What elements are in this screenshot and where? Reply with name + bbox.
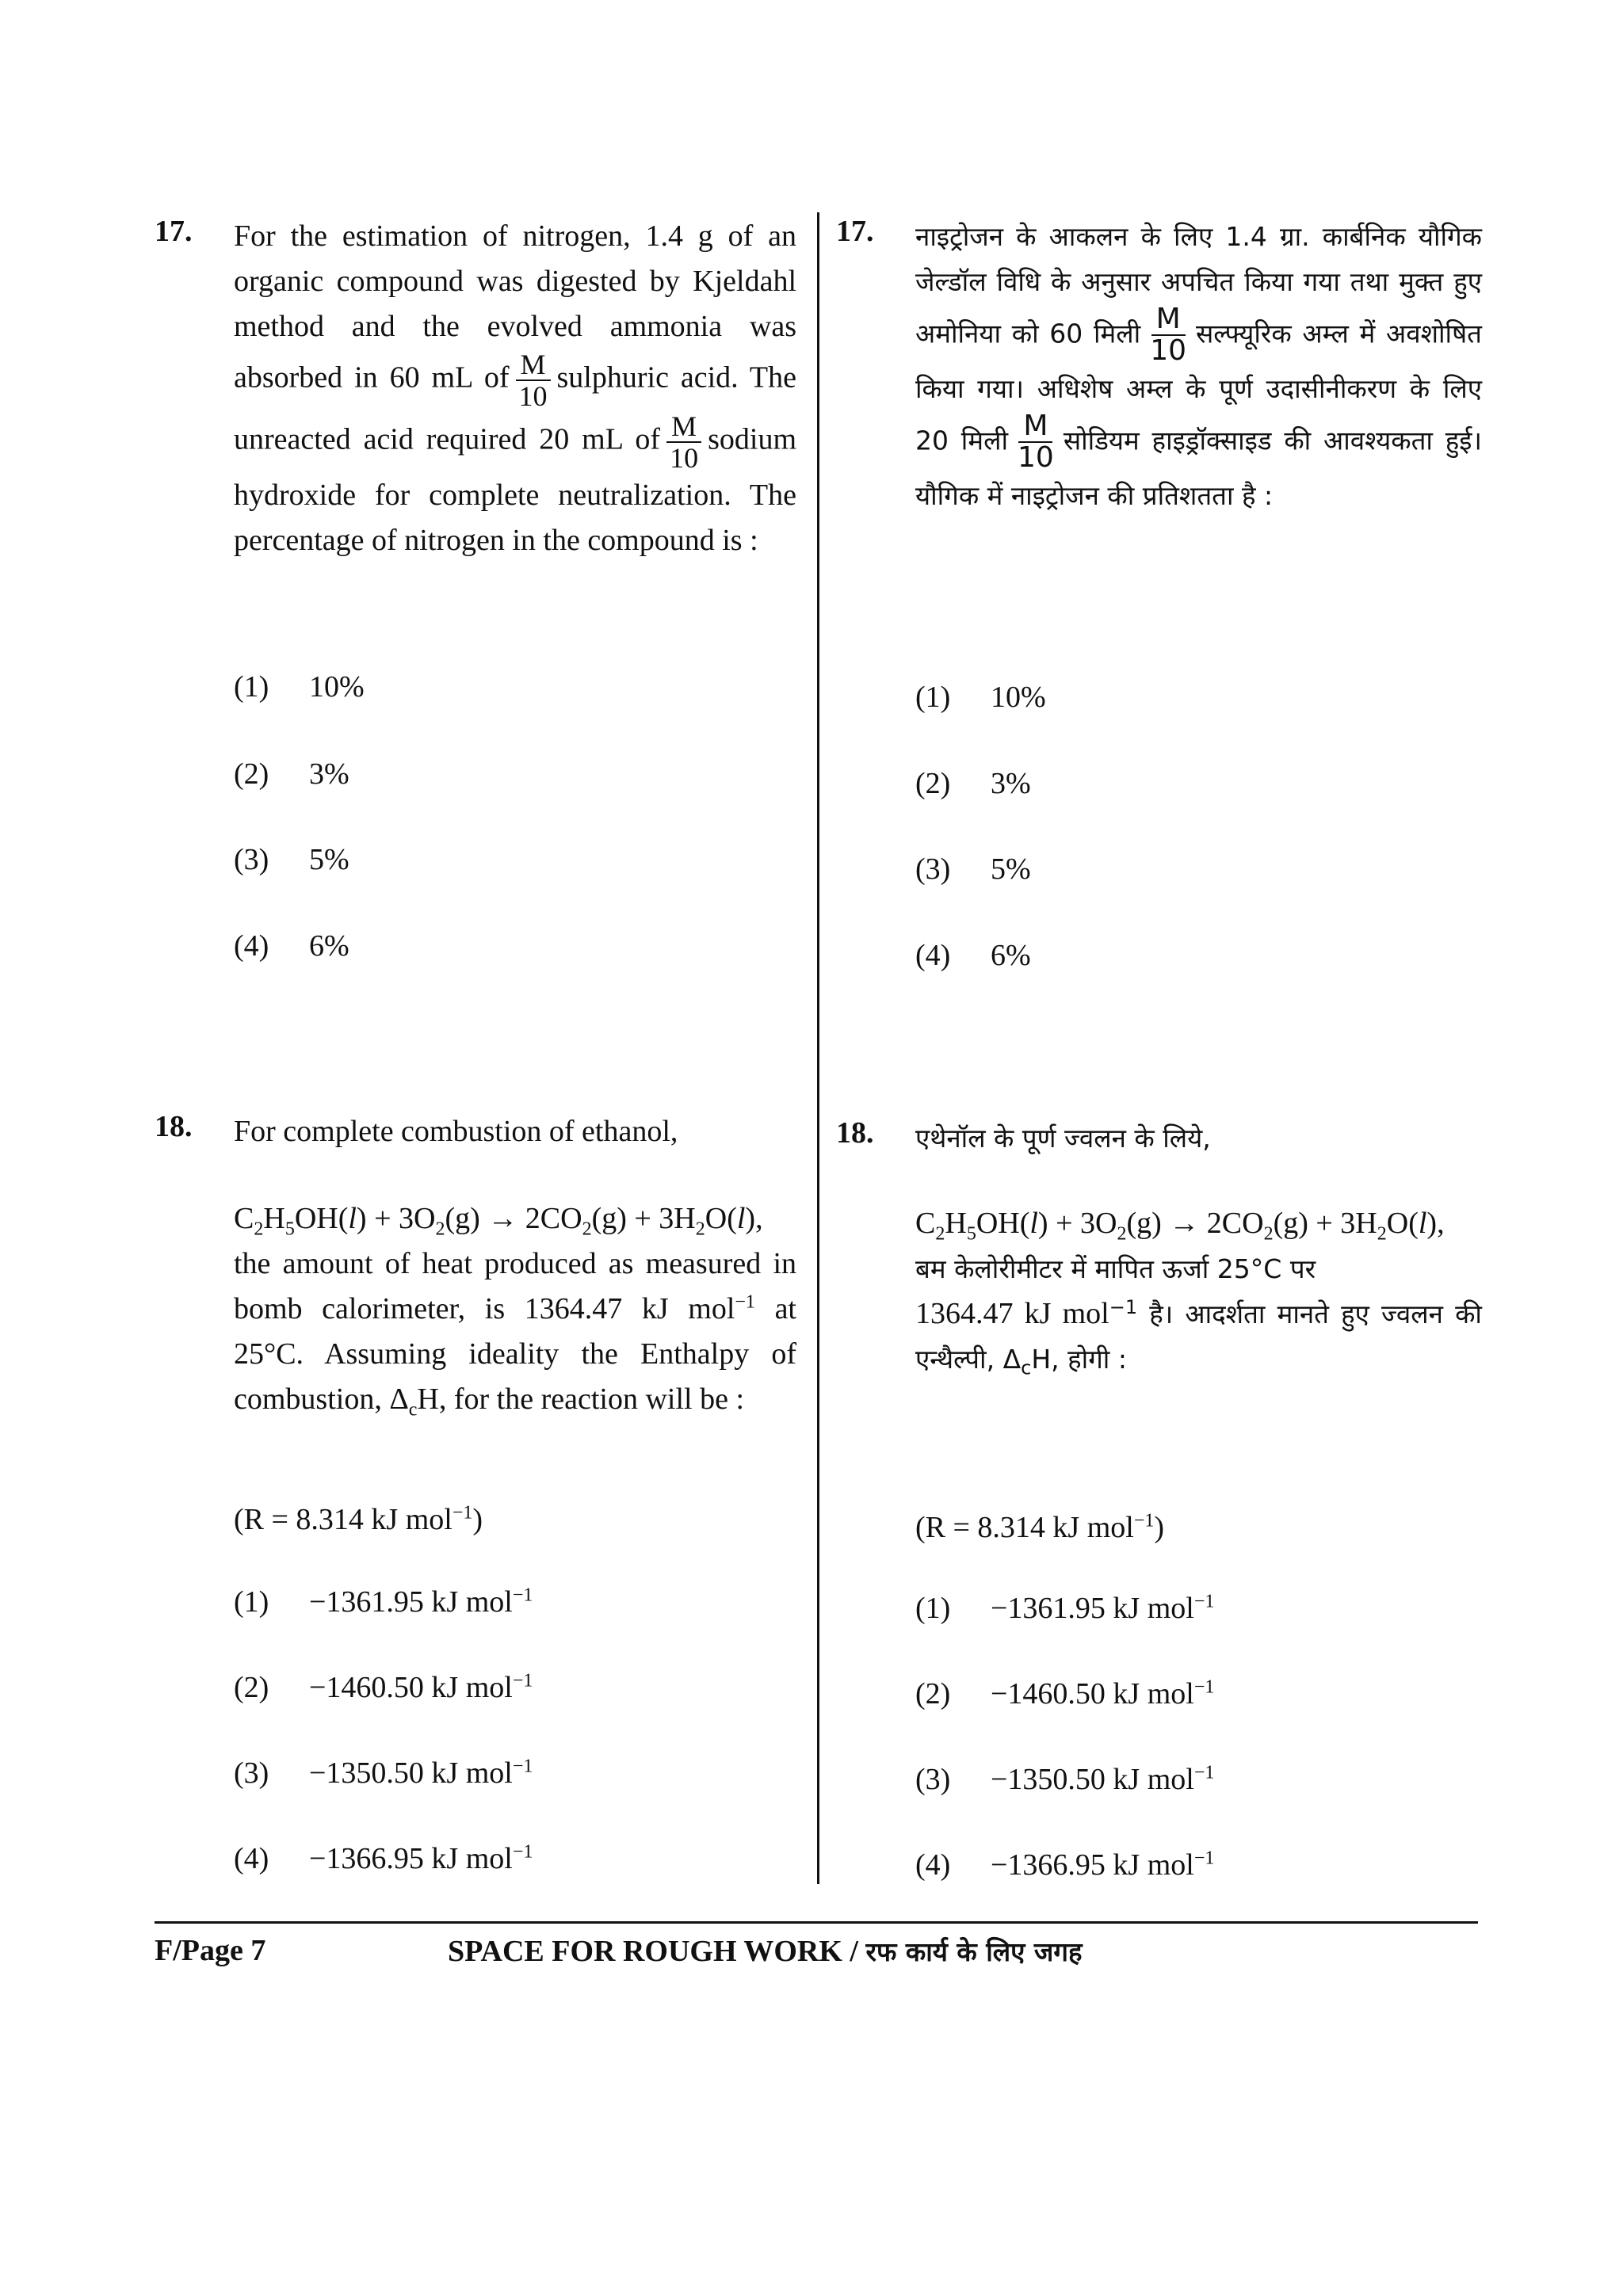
option-3[interactable]: (3) −1350.50 kJ mol$^{-1}$ (234, 1756, 533, 1790)
question-number: 18. (155, 1110, 193, 1143)
option-1[interactable]: (1) −1361.95 kJ mol$^{-1}$ (915, 1591, 1215, 1625)
option-3[interactable]: (3) 5% (234, 843, 349, 876)
option-3[interactable]: (3) 5% (915, 852, 1031, 886)
option-1[interactable]: (1) 10% (234, 670, 365, 704)
option-4[interactable]: (4) −1366.95 kJ mol$^{-1}$ (234, 1841, 533, 1875)
question-text: the amount of heat produced as measured in bomb calorimeter, is 1364.47 kJ mol$^{-1}$ at 25°C. Assuming ideality the Enthalpy of combustion, $\Delta_cH$, for the reaction will be : (234, 1247, 796, 1421)
option-2[interactable]: (2) −1460.50 kJ mol$^{-1}$ (234, 1670, 533, 1704)
option-2[interactable]: (2) 3% (915, 767, 1031, 800)
page-number: F/Page 7 (155, 1934, 266, 1967)
fraction: $\frac{M}{10}$ (665, 411, 703, 473)
option-1[interactable]: (1) −1361.95 kJ mol$^{-1}$ (234, 1585, 533, 1619)
option-2[interactable]: (2) −1460.50 kJ mol$^{-1}$ (915, 1676, 1215, 1711)
option-4[interactable]: (4) 6% (234, 929, 349, 963)
rough-work-label: SPACE FOR ROUGH WORK / रफ कार्य के लिए जगह (448, 1935, 1083, 1968)
question-number: 17. (155, 215, 193, 248)
fraction: $\frac{M}{10}$ (514, 349, 552, 411)
option-4[interactable]: (4) −1366.95 kJ mol$^{-1}$ (915, 1848, 1215, 1882)
question-text: For the estimation of nitrogen, 1.4 g of an organic compound was digested by Kjeldahl method and the evolved ammonia was absorbed in 60 mL of $\frac{M}{10}$ sulphuric acid. The unreacted acid required 20 mL of $\frac{M}{10}$ sodium hydroxide for complete neutralization. The percentage of nitrogen in the compound is : (234, 219, 797, 557)
gas-constant: (R = 8.314 kJ mol$^{-1}$) (915, 1510, 1165, 1544)
option-3[interactable]: (3) −1350.50 kJ mol$^{-1}$ (915, 1762, 1215, 1796)
question-number: 17. (836, 215, 874, 248)
question-intro: For complete combustion of ethanol, (234, 1115, 678, 1148)
option-1[interactable]: (1) 10% (915, 681, 1046, 714)
fraction: $\frac{M}{10}$ (1018, 410, 1054, 474)
question-intro: एथेनॉल के पूर्ण ज्वलन के लिये, (915, 1123, 1211, 1154)
fraction: $\frac{M}{10}$ (1150, 303, 1186, 367)
option-2[interactable]: (2) 3% (234, 757, 349, 791)
combustion-equation: $C_2H_5OH(l) + 3O_2(g) \to 2CO_2(g) + 3H_2O(l)$, (915, 1207, 1445, 1245)
column-divider (817, 212, 819, 1884)
combustion-equation: $C_2H_5OH(l) + 3O_2(g) \to 2CO_2(g) + 3H_2O(l)$, (234, 1202, 763, 1240)
footer-rule (155, 1921, 1478, 1924)
question-text: बम केलोरीमीटर में मापित ऊर्जा 25°C पर 1364.47 kJ mol$^{-1}$ है। आदर्शता मानते हुए ज्वलन की एन्थैल्पी, $\Delta_cH$, होगी : (915, 1253, 1482, 1379)
gas-constant: (R = 8.314 kJ mol$^{-1}$) (234, 1502, 483, 1536)
question-text: नाइट्रोजन के आकलन के लिए 1.4 ग्रा. कार्बनिक यौगिक जेल्डॉल विधि के अनुसार अपचित किया गया तथा मुक्त हुए अमोनिया को 60 मिली $\frac{M}{10}$ सल्फ्यूरिक अम्ल में अवशोषित किया गया। अधिशेष अम्ल के पूर्ण उदासीनीकरण के लिए 20 मिली $\frac{M}{10}$ सोडियम हाइड्रॉक्साइड की आवश्यकता हुई। यौगिक में नाइट्रोजन की प्रतिशतता है : (915, 221, 1482, 511)
option-4[interactable]: (4) 6% (915, 939, 1031, 972)
question-number: 18. (836, 1116, 874, 1150)
